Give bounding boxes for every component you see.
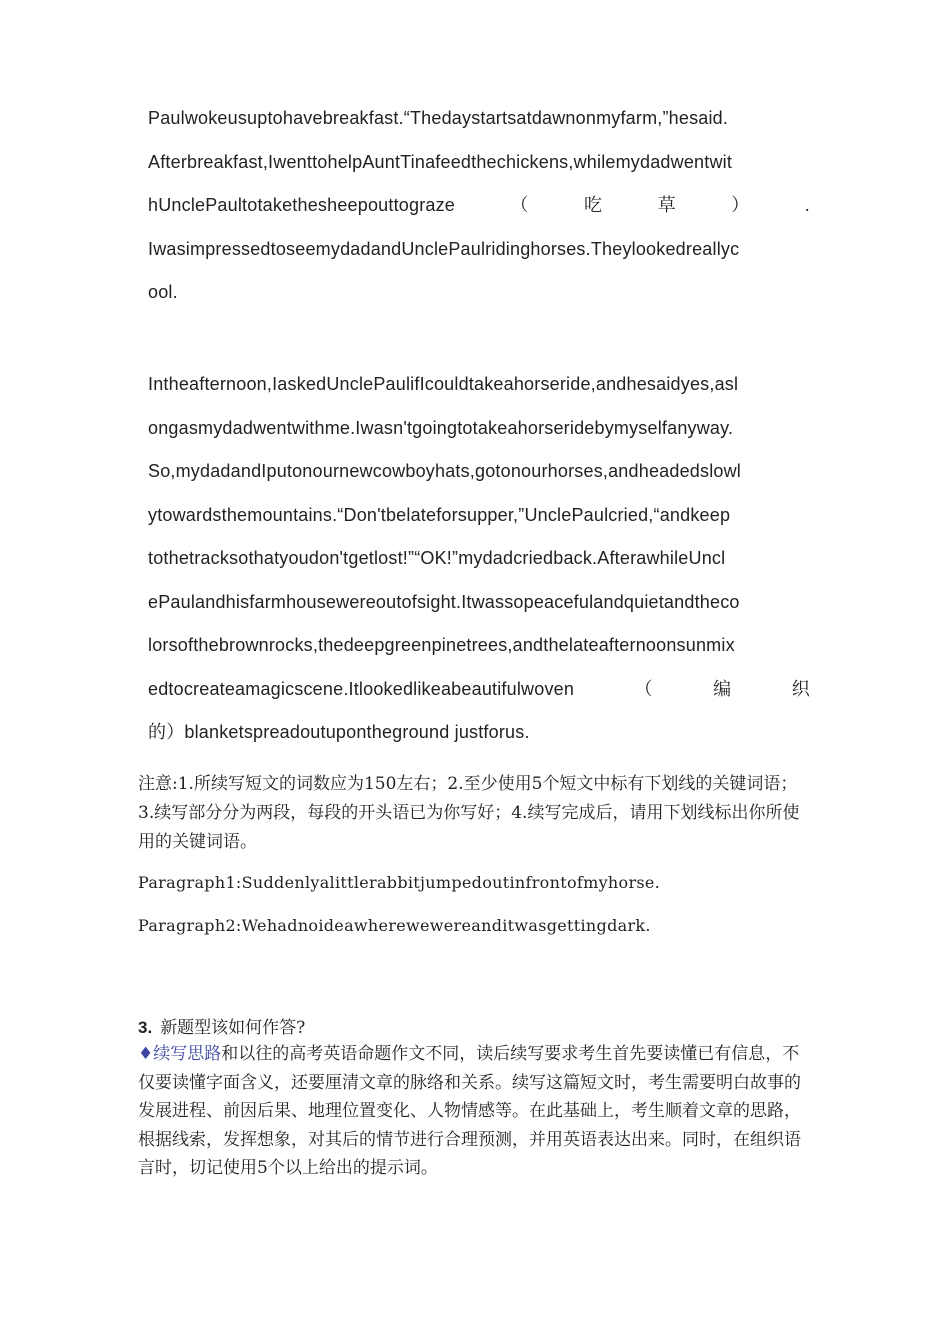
story-paragraph-1 [148,97,810,315]
passage-line-woven [148,668,810,712]
gloss-char: 吃 [584,195,603,215]
passage-line: tothetracksothatyoudon'tgetlost!”“OK!”mydadcriedback.AfterawhileUncl [148,548,726,568]
gloss-char: 编 [713,678,732,699]
passage-line-text: edtocreateamagicscene.Itlookedlikeabeautifulwoven [148,678,575,699]
section-number: 3. [138,1018,153,1037]
gloss-char: . [804,195,810,215]
gloss-char: （ [634,678,653,699]
passage-line: ytowardsthemountains.“Don'tbelateforsupper,”UnclePaulcried,“andkeep [148,504,731,525]
paragraph2-opening: Paragraph2:Wehadnoideawherewewereanditwasgettingdark. [138,916,651,935]
section-3-heading [138,1013,305,1038]
passage-line-text: hUnclePaultotakethesheepouttograze [148,195,456,215]
passage-line: So,mydadandIputonournewcowboyhats,gotonourhorses,andheadedslowl [148,461,742,481]
passage-line: ePaulandhisfarmhousewereoutofsight.Itwassopeacefulandquietandtheco [148,591,740,612]
passage-line-graze [148,184,810,228]
passage-line: ool. [148,282,178,302]
analysis-paragraph [138,1040,813,1183]
passage-line: Afterbreakfast,IwenttohelpAuntTinafeedthechickens,whilemydadwentwit [148,151,733,172]
passage-line: IwasimpressedtoseemydadandUnclePaulridinghorses.Theylookedreallyc [148,238,740,259]
gloss-char: 织 [791,678,810,699]
story-paragraph-2 [148,363,810,755]
passage-line: ongasmydadwentwithme.Iwasn'tgoingtotakeahorseridebymyselfanyway. [148,417,734,438]
passage-line: Intheafternoon,IaskedUnclePaulifIcouldtakeahorseride,andhesaidyes,asl [148,374,739,394]
writing-approach-label: ♦续写思路 [138,1044,222,1064]
section-title: 新题型该如何作答? [160,1018,306,1038]
analysis-body: 和以往的高考英语命题作文不同，读后续写要求考生首先要读懂已有信息，不仅要读懂字面含义，还要厘清文章的脉络和关系。续写这篇短文时，考生需要明白故事的发展进程、前因后果、地理位置变化、人物情感等。在此基础上，考生顺着文章的思路，根据线索，发挥想象，对其后的情节进行合理预测，并用英语表达出来。同时，在组织语言时，切记使用5个以上给出的提示词。 [138,1044,801,1178]
gloss-char: （ [510,195,529,215]
passage-line: Paulwokeusuptohavebreakfast.“Thedaystartsatdawnonmyfarm,”hesaid. [148,108,729,128]
gloss-char: ） [731,195,750,215]
passage-line: 的）blanketspreadoutupontheground justforus. [148,722,530,742]
gloss-char: 草 [657,195,676,215]
instructions-note: 注意:1.所续写短文的词数应为150左右；2.至少使用5个短文中标有下划线的关键词语；3.续写部分分为两段，每段的开头语已为你写好；4.续写完成后，请用下划线标出你所使用的关键词语。 [138,774,800,852]
paragraph1-opening: Paragraph1:Suddenlyalittlerabbitjumpedoutinfrontofmyhorse. [138,873,661,892]
passage-line: lorsofthebrownrocks,thedeepgreenpinetrees,andthelateafternoonsunmix [148,635,735,655]
